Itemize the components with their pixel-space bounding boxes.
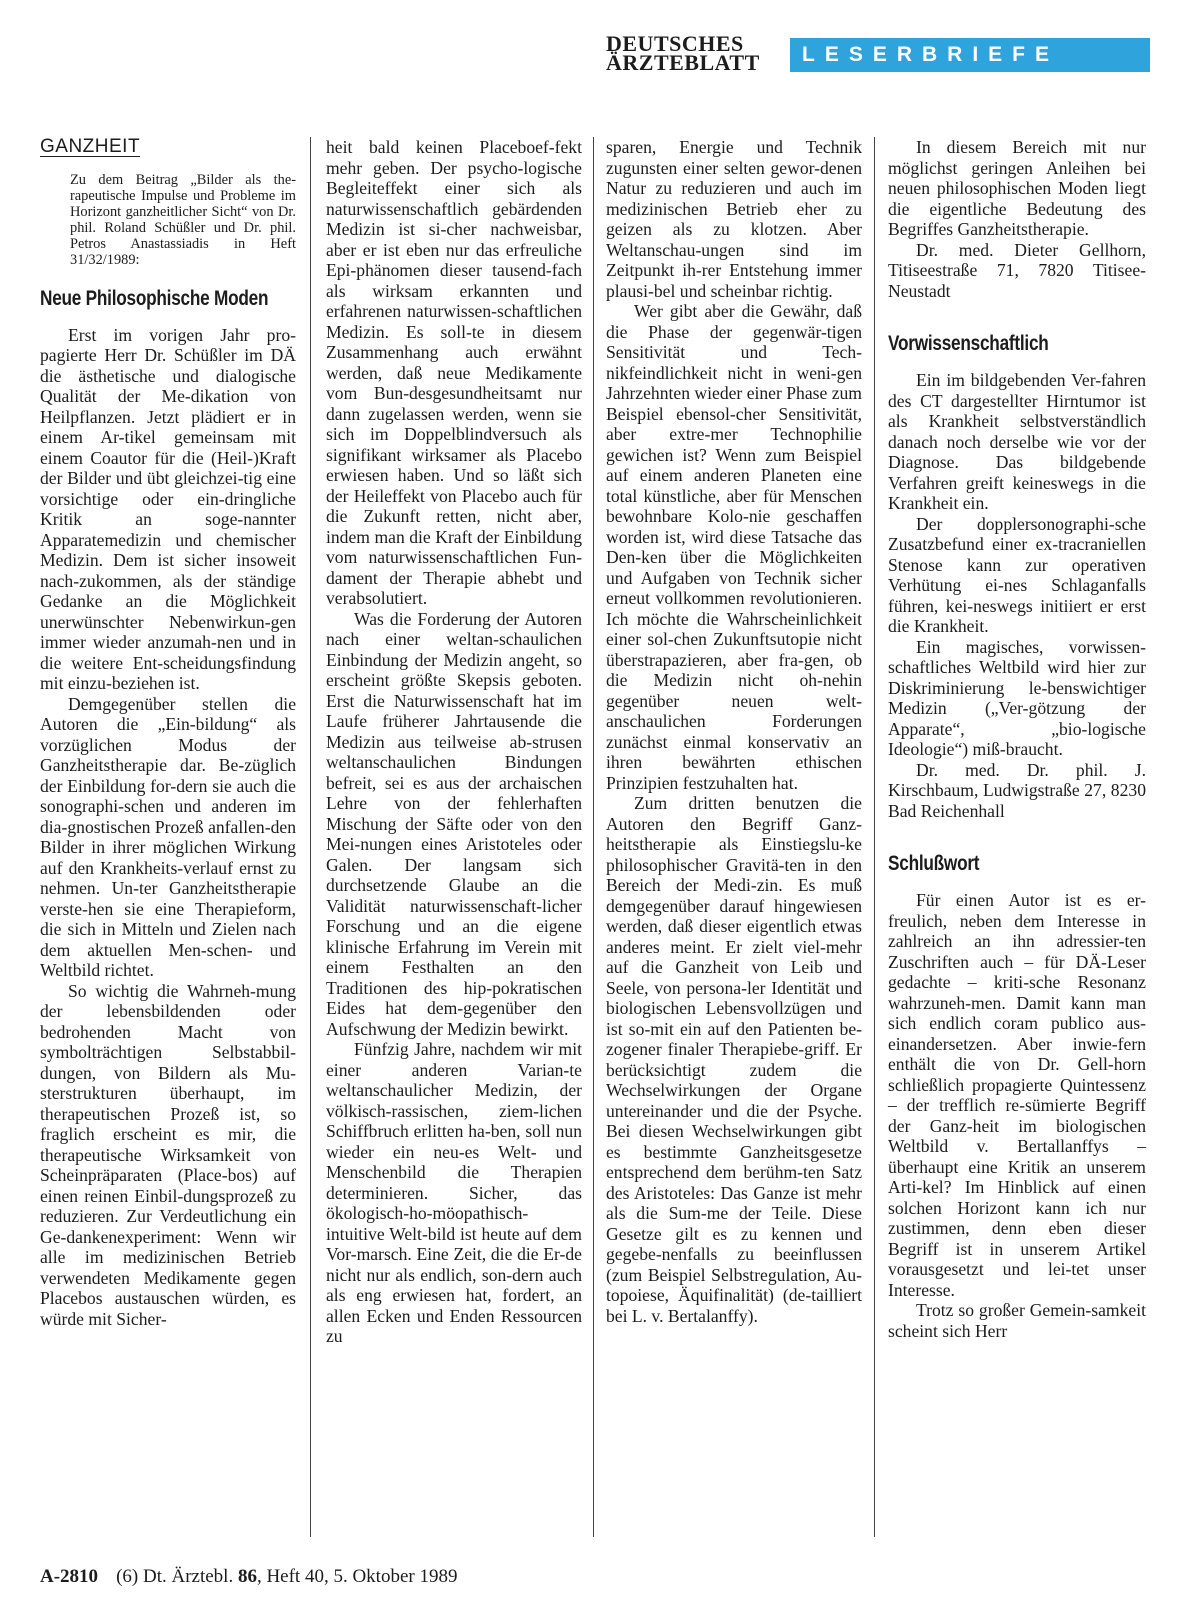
paragraph: So wichtig die Wahrneh-mung der lebensbildenden oder bedrohenden Macht von symbolträchtigen Selbstabbil-dungen, von Bildern als Mu-sterstrukturen überhaupt, im therapeutischen Prozeß ist, so fraglich erscheint es mir, die therapeutische Wirksamkeit von Scheinpräparaten (Place-bos) auf einen reinen Einbil-dungsprozeß zu reduzieren. Zur Verdeutlichung ein Ge-dankenexperiment: Wenn wir alle im medizinischen Betrieb verwendeten Medikamente gegen Placebos austauschen würden, es würde mit Sicher- [40,980,296,1329]
paragraph: Trotz so großer Gemein-samkeit scheint sich Herr [888,1300,1146,1341]
column-1 [40,137,296,1329]
page-number: A-2810 [40,1566,99,1587]
paragraph: heit bald keinen Placeboef-fekt mehr geben. Der psycho-logische Begleiteffekt einer sich als naturwissenschaftlich gebärdenden Medizin ist si-cher nachweisbar, aber er ist eben nur das erfreuliche Epi-phänomen dieser tausend-fach als wirksam erkannten und erfahrenen naturwissen-schaftlichen Medizin. Es soll-te in diesem Zusammenhang auch erwähnt werden, daß neue Medikamente vom Bun-desgesundheitsamt nur dann zugelassen werden, wenn sie sich im Doppelblindversuch als signifikant wirksamer als Placebo erwiesen haben. Und so läßt sich der Heileffekt von Placebo auch für die Zukunft retten, nicht aber, indem man die Kraft der Einbildung vom naturwissenschaftlichen Fun-dament der Therapie abhebt und verabsolutiert. [326,137,582,608]
masthead-logo [606,31,774,75]
column-divider [310,137,311,1537]
letter-headline: Neue Philosophische Moden [40,286,269,310]
column-3 [606,137,862,1326]
article-reference: Zu dem Beitrag „Bilder als the-rapeutische Impulse und Probleme im Horizont ganzheitlicher Sicht“ von Dr. phil. Roland Schüßler und Dr. phil. Petros Anastassiadis in Heft 31/32/1989: [70,171,296,268]
rubric-banner: LESERBRIEFE [790,38,1150,72]
citation-suffix: , Heft 40, 5. Oktober 1989 [256,1566,458,1587]
paragraph: Der dopplersonographi-sche Zusatzbefund einer ex-tracraniellen Stenose kann zur operativen Verhütung ei-nes Schlaganfalls führen, kei-neswegs initiiert er erst die Krankheit. [888,513,1146,636]
column-4 [888,137,1146,1341]
paragraph: Was die Forderung der Autoren nach einer weltan-schaulichen Einbindung der Medizin angeht, so erscheint größte Skepsis geboten. Erst die Naturwissenschaft hat im Laufe früherer Jahrtausende die Medizin aus teilweise ab-strusen weltanschaulichen Bindungen befreit, sei es aus der archaischen Lehre von der fehlerhaften Mischung der Säfte oder von den Mei-nungen eines Aristoteles oder Galen. Der langsam sich durchsetzende Glaube an die Validität naturwissenschaft-licher Forschung und an die eigene klinische Erfahrung im Verein mit einem Festhalten an den Traditionen des hip-pokratischen Eides hat dem-gegenüber den Aufschwung der Medizin bewirkt. [326,608,582,1039]
paragraph: Wer gibt aber die Gewähr, daß die Phase der gegenwär-tigen Sensitivität und Tech-nikfeindlichkeit nicht in weni-gen Jahrzehnten wieder einer Phase zum Beispiel ebensol-cher Sensitivität, aber extre-mer Technophilie gewichen ist? Wenn zum Beispiel auf einem anderen Planeten eine total künstliche, aber für Menschen bewohnbare Kolo-nie geschaffen worden ist, wird diese Tatsache das Den-ken über die Möglichkeiten und Aufgaben von Technik sicher erneut vollkommen revolutionieren. Ich möchte die Wahrscheinlichkeit einer sol-chen Zukunftsutopie nicht überstrapazieren, aber fra-gen, ob die Medizin nicht oh-nehin gegenüber neuen welt-anschaulichen Forderungen zunächst einmal konservativ an ihren bewährten ethischen Prinzipien festzuhalten hat. [606,301,862,793]
paragraph: Zum dritten benutzen die Autoren den Begriff Ganz-heitstherapie als Einstiegslu-ke philosophischer Gravitä-ten in den Bereich der Medi-zin. Es muß demgegenüber darauf hingewiesen werden, daß dieser eigentlich etwas anderes meint. Er zielt viel-mehr auf die Ganzheit von Leib und Seele, von persona-ler Identität und biologischen Lebensvollzügen und ist so-mit ein auf den Patienten be-zogener finaler Therapiebe-griff. Er berücksichtigt zudem die Wechselwirkungen der Organe untereinander und die der Psyche. Bei diesen Wechselwirkungen gibt es bestimmte Ganzheitsgesetze entsprechend dem berühm-ten Satz des Aristoteles: Das Ganze ist mehr als die Sum-me der Teile. Diese Gesetze gilt es zu kennen und gegebe-nenfalls zu beeinflussen (zum Beispiel Selbstregulation, Au-topoiese, Äquifinalität) (de-tailliert bei L. v. Bertalanffy). [606,793,862,1326]
masthead-line-2: ÄRZTEBLATT [606,50,760,75]
paragraph: Ein magisches, vorwissen-schaftliches Weltbild wird hier zur Diskriminierung le-benswichtiger Medizin („Ver-götzung der Apparate“, „bio-logische Ideologie“) miß-braucht. [888,636,1146,759]
section-title: GANZHEIT [40,136,141,157]
paragraph: Fünfzig Jahre, nachdem wir mit einer anderen Varian-te weltanschaulicher Medizin, der völkisch-rassischen, ziem-lichen Schiffbruch erlitten ha-ben, soll nun wieder ein neu-es Welt- und Menschenbild die Therapien determinieren. Sicher, das ökologisch-ho-möopathisch-intuitive Welt-bild ist heute auf dem Vor-marsch. Eine Zeit, die die Er-de nicht nur als endlich, son-dern auch als eng erwiesen hat, fordert, an allen Ecken und Enden Ressourcen zu [326,1039,582,1346]
paragraph: Erst im vorigen Jahr pro-pagierte Herr Dr. Schüßler im DÄ die ästhetische und dialogische Qualität der Me-dikation von Heilpflanzen. Jetzt plädiert er in einem Ar-tikel gemeinsam mit einem Coautor für die (Heil-)Kraft der Bilder und übt gleichzei-tig eine vorsichtige oder ein-dringliche Kritik an soge-nannter Apparatemedizin und chemischer Medizin. Dem ist sicher insoweit nach-zukommen, als der ständige Gedanke an die Möglichkeit unerwünschter Nebenwirkun-gen immer wieder anzumah-nen und in die weitere Ent-scheidungsfindung mit einzu-beziehen ist. [40,324,296,693]
paragraph: In diesem Bereich mit nur möglichst geringen Anleihen bei neuen philosophischen Moden liegt die eigentliche Bedeutung des Begriffes Ganzheitstherapie. [888,137,1146,239]
column-divider [874,137,875,1537]
masthead-line-1: DEUTSCHES [606,31,744,56]
column-2 [326,137,582,1347]
paragraph: Für einen Autor ist es er-freulich, neben dem Interesse in zahlreich an ihn adressier-ten Zuschriften auch – für DÄ-Leser gedachte – kriti-sche Resonanz wahrzuneh-men. Damit kann man sich endlich coram publico aus-einandersetzen. Aber inwie-fern enthält die von Dr. Gell-horn schließlich propagierte Quintessenz – der trefflich re-sümierte Begriff der Ganz-heit im biologischen Weltbild v. Bertallanffys – überhaupt eine Kritik an unserem Arti-kel? Im Hinblick auf einen solchen Horizont kann ich nur zustimmen, denn eben dieser Begriff ist in unserem Artikel vorausgesetzt und lei-tet unser Interesse. [888,890,1146,1300]
paragraph: Ein im bildgebenden Ver-fahren des CT dargestellter Hirntumor ist als Krankheit selbstverständlich danach noch derselbe wie vor der Diagnose. Das bildgebende Verfahren greift keineswegs in die Krankheit ein. [888,370,1146,513]
paragraph: sparen, Energie und Technik zugunsten einer selten gewor-denen Natur zu reduzieren und auch im medizinischen Betrieb eher zu geizen als zu klotzen. Aber Weltanschau-ungen sind im Zeitpunkt ih-rer Entstehung immer plausi-bel und scheinbar richtig. [606,137,862,301]
letter-headline: Schlußwort [888,852,980,875]
author-signature: Dr. med. Dieter Gellhorn, Titiseestraße 71, 7820 Titisee-Neustadt [888,239,1146,301]
citation-volume: 86 [237,1566,257,1587]
page-footer [40,1566,457,1588]
letter-headline: Vorwissenschaftlich [888,332,1049,355]
column-divider [593,137,594,1537]
citation-prefix: (6) Dt. Ärztebl. [116,1566,234,1587]
paragraph: Demgegenüber stellen die Autoren die „Ein-bildung“ als vorzüglichen Modus der Ganzheitstherapie dar. Be-züglich der Einbildung for-dern sie auch die sonographi-schen und anderen im dia-gnostischen Prozeß anfallen-den Bilder in ihrer möglichen Wirkung auf den Krankheits-verlauf ernst zu nehmen. Un-ter Ganzheitstherapie verste-hen sie eine Therapieform, die sich in Mitteln und Zielen nach dem aktuellen Men-schen- und Weltbild richtet. [40,693,296,980]
author-signature: Dr. med. Dr. phil. J. Kirschbaum, Ludwigstraße 27, 8230 Bad Reichenhall [888,759,1146,821]
